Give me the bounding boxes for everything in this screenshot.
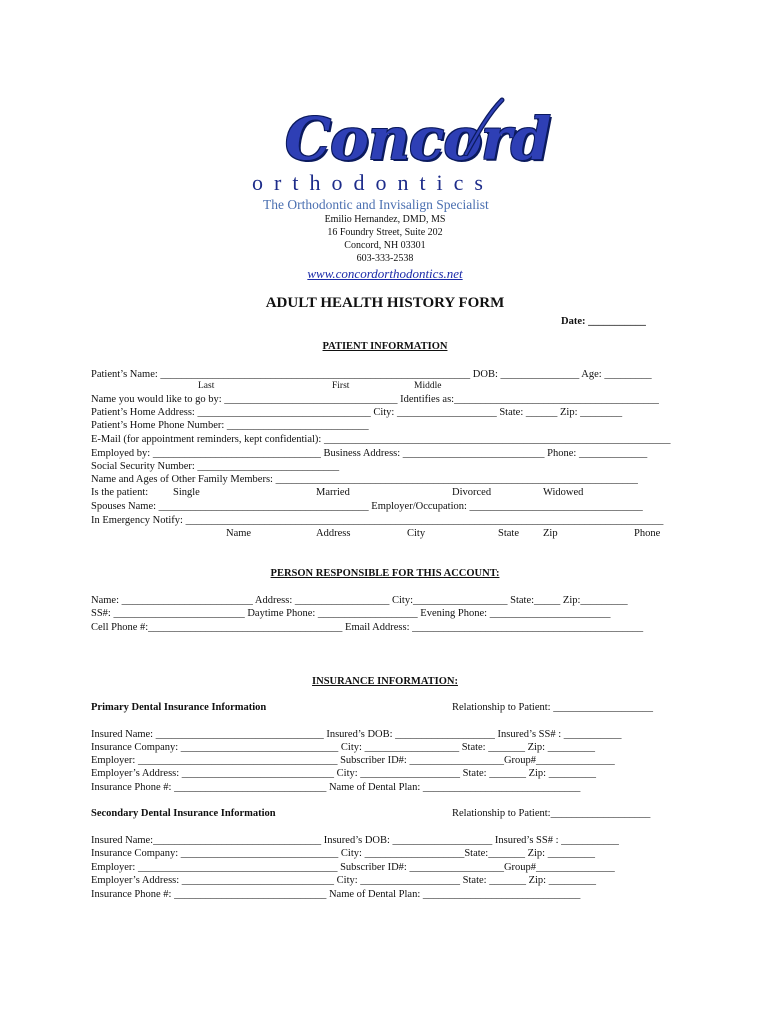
name-sublabel-middle: Middle bbox=[414, 381, 442, 391]
emergency-sublabel-name: Name bbox=[226, 528, 252, 539]
marital-status-label: Is the patient: bbox=[91, 487, 149, 498]
primary-insurance-title: Primary Dental Insurance Information bbox=[91, 702, 267, 713]
secondary-phone-field[interactable]: Insurance Phone #: _____________________________ Name of Dental Plan: ______________________________ bbox=[91, 889, 581, 900]
primary-relationship-field[interactable]: Relationship to Patient: ___________________ bbox=[452, 702, 653, 713]
home-address-field[interactable]: Patient’s Home Address: _________________________________ City: ___________________ State: ______ Zip: ________ bbox=[91, 407, 623, 418]
secondary-company-field[interactable]: Insurance Company: ______________________________ City: ___________________State:_______ Zip: _________ bbox=[91, 848, 595, 859]
status-option-divorced[interactable]: Divorced bbox=[452, 487, 492, 498]
ssn-field[interactable]: Social Security Number: ___________________________ bbox=[91, 461, 340, 472]
address-city: Concord, NH 03301 bbox=[344, 240, 426, 251]
emergency-sublabel-state: State bbox=[498, 528, 519, 539]
status-option-married[interactable]: Married bbox=[316, 487, 350, 498]
emergency-sublabel-phone: Phone bbox=[634, 528, 661, 539]
email-field[interactable]: E-Mail (for appointment reminders, kept confidential): __________________________________________________________________ bbox=[91, 434, 671, 445]
date-field[interactable]: Date: ___________ bbox=[561, 316, 646, 327]
emergency-contact-field[interactable]: In Emergency Notify: ___________________________________________________________________________________________ bbox=[91, 515, 664, 526]
home-phone-field[interactable]: Patient’s Home Phone Number: ___________________________ bbox=[91, 420, 369, 431]
doctor-name: Emilio Hernandez, DMD, MS bbox=[324, 214, 446, 225]
primary-company-field[interactable]: Insurance Company: ______________________________ City: __________________ State: _______ Zip: _________ bbox=[91, 742, 595, 753]
responsible-name-field[interactable]: Name: _________________________ Address: __________________ City:__________________ State:_____ Zip:_________ bbox=[91, 595, 628, 606]
patient-name-field[interactable]: Patient’s Name: ___________________________________________________________ DOB: _______________ Age: _________ bbox=[91, 369, 652, 380]
secondary-employer-field[interactable]: Employer: ______________________________________ Subscriber ID#: __________________Group#_______________ bbox=[91, 862, 615, 873]
status-option-widowed[interactable]: Widowed bbox=[543, 487, 584, 498]
address-street: 16 Foundry Street, Suite 202 bbox=[327, 227, 443, 238]
employer-field[interactable]: Employed by: ________________________________ Business Address: ___________________________ Phone: _____________ bbox=[91, 448, 648, 459]
name-sublabel-first: First bbox=[332, 381, 350, 391]
secondary-employer-address-field[interactable]: Employer’s Address: _____________________________ City: ___________________ State: _______ Zip: _________ bbox=[91, 875, 596, 886]
emergency-sublabel-city: City bbox=[407, 528, 426, 539]
primary-employer-address-field[interactable]: Employer’s Address: _____________________________ City: ___________________ State: _______ Zip: _________ bbox=[91, 768, 596, 779]
responsible-cell-field[interactable]: Cell Phone #:_____________________________________ Email Address: ____________________________________________ bbox=[91, 622, 644, 633]
patient-info-heading: PATIENT INFORMATION bbox=[322, 341, 448, 352]
logo-subtitle: orthodontics bbox=[252, 170, 494, 195]
name-sublabel-last: Last bbox=[198, 381, 215, 391]
status-option-single[interactable]: Single bbox=[173, 487, 200, 498]
emergency-sublabel-zip: Zip bbox=[543, 528, 558, 539]
spouse-field[interactable]: Spouses Name: ________________________________________ Employer/Occupation: _________________________________ bbox=[91, 501, 643, 512]
family-members-field[interactable]: Name and Ages of Other Family Members: _____________________________________________________________________ bbox=[91, 474, 638, 485]
primary-employer-field[interactable]: Employer: ______________________________________ Subscriber ID#: __________________Group#_______________ bbox=[91, 755, 615, 766]
office-phone: 603-333-2538 bbox=[356, 253, 414, 264]
secondary-insurance-title: Secondary Dental Insurance Information bbox=[91, 808, 276, 819]
form-title: ADULT HEALTH HISTORY FORM bbox=[265, 295, 505, 311]
website-link[interactable]: www.concordorthodontics.net bbox=[307, 266, 463, 281]
secondary-relationship-field[interactable]: Relationship to Patient:___________________ bbox=[452, 808, 651, 819]
primary-insured-name-field[interactable]: Insured Name: ________________________________ Insured’s DOB: ___________________ Insured’s SS# : ___________ bbox=[91, 729, 622, 740]
responsible-phone-field[interactable]: SS#: _________________________ Daytime Phone: ___________________ Evening Phone: _______________________ bbox=[91, 608, 611, 619]
logo-wordmark: Concord bbox=[285, 105, 551, 173]
primary-phone-field[interactable]: Insurance Phone #: _____________________________ Name of Dental Plan: ______________________________ bbox=[91, 782, 581, 793]
secondary-insured-name-field[interactable]: Insured Name:________________________________ Insured’s DOB: ___________________ Insured’s SS# : ___________ bbox=[91, 835, 619, 846]
insurance-heading: INSURANCE INFORMATION: bbox=[312, 676, 458, 687]
logo-swoosh-icon bbox=[458, 96, 506, 161]
emergency-sublabel-address: Address bbox=[316, 528, 351, 539]
tagline: The Orthodontic and Invisalign Specialist bbox=[263, 197, 489, 212]
responsible-heading: PERSON RESPONSIBLE FOR THIS ACCOUNT: bbox=[270, 568, 500, 579]
preferred-name-field[interactable]: Name you would like to go by: _________________________________ Identifies as:_______________________________________ bbox=[91, 394, 659, 405]
